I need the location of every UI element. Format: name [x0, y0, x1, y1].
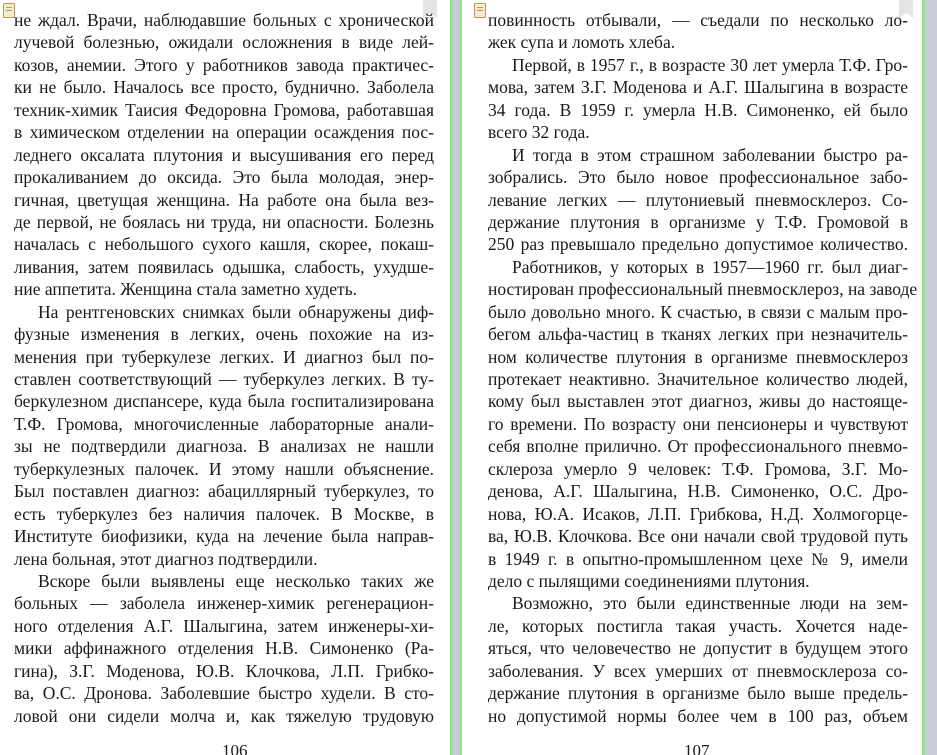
text-line: прокаливанием до оксида. Это была молодая, энер-	[14, 167, 434, 188]
text-line: И тогда в этом страшном заболевании быстро ра-	[512, 144, 908, 165]
text-line: себя вполне прилично. От профессионального пневмо-	[488, 436, 908, 457]
text-line: денова, А.Г. Шалыгина, Н.В. Симоненко, О.С. Дро-	[488, 481, 908, 502]
text-line: но допустимой нормы более чем в 100 раз, объем	[488, 705, 908, 726]
text-line: ва, О.С. Дронова. Заболевшие быстро худели. В сто-	[14, 683, 434, 704]
text-line: Т.Ф. Громова, многочисленные лабораторные анали-	[14, 413, 434, 434]
text-line: кому был выставлен этот диагноз, живы до настояще-	[488, 391, 908, 412]
text-line: Институте биофизики, куда на лечение была направ-	[14, 526, 434, 547]
text-line: жек супа и ломоть хлеба.	[488, 32, 676, 53]
text-line: заболевания. У всех умерших от пневмосклероза со-	[488, 660, 908, 681]
page-number: 106	[222, 741, 248, 755]
text-line: Вскоре были выявлены еще несколько таких же	[38, 570, 434, 591]
text-line: гина), З.Г. Моденова, Ю.В. Клочкова, Л.П. Грибко-	[14, 660, 434, 681]
text-line: ва, Ю.В. Клочкова. Все они начали свой трудовой путь	[488, 526, 908, 547]
text-line: в химическом отделении на операции осаждения пос-	[14, 122, 434, 143]
text-line: туберкулезных палочек. И этому нашли объяснение.	[14, 458, 434, 479]
text-line: больных — заболела инженер-химик регенерацион-	[14, 593, 434, 614]
text-line: ливания, затем появилась одышка, слабость, ухудше-	[14, 256, 434, 277]
text-line: нова, Ю.А. Исаков, Л.П. Грибкова, Н.Д. Холмогорце-	[488, 503, 908, 524]
text-line: ле, которых постигла такая участь. Хочется наде-	[488, 615, 908, 636]
text-line: ставлен соответствующий — туберкулез легких. В ту-	[14, 369, 434, 389]
text-line: фузные изменения в легких, очень похожие на из-	[14, 324, 434, 345]
text-line: протекает неактивно. Значительное количество людей,	[488, 369, 908, 389]
text-line: ном количестве плутония в организме пневмосклероз	[488, 346, 908, 367]
text-line: ловой они сидели молча и, как тяжелую трудовую	[14, 705, 434, 726]
page-number: 107	[684, 741, 710, 755]
text-line: менения при туберкулезе легких. И диагноз был по-	[14, 346, 434, 367]
text-line: леднего оксалата плутония и высушивания его перед	[14, 144, 434, 165]
text-line: держание плутония в организме было выше предель-	[488, 683, 908, 704]
text-line: ние аппетита. Женщина стала заметно худеть.	[14, 279, 358, 300]
text-line: го времени. По возрасту они пенсионеры и чувствуют	[488, 413, 908, 434]
page-right	[462, 0, 923, 755]
text-line: дело с пылящими соединениями плутония.	[488, 570, 810, 591]
text-line: началась с небольшого сухого кашля, скорее, покаш-	[14, 234, 434, 255]
page-text	[488, 9, 918, 727]
text-line: было довольно много. К счастью, в связи с малым про-	[488, 301, 908, 322]
text-line: ки не было. Началось все просто, буднично. Заболела	[14, 77, 434, 98]
text-line: гичная, цветущая женщина. На работе она была вез-	[14, 189, 434, 210]
text-line: Первой, в 1957 г., в возрасте 30 лет умерла Т.Ф. Гро-	[512, 54, 908, 75]
page-text	[14, 9, 434, 727]
text-line: левание легких — плутониевый пневмосклероз. Со-	[488, 189, 908, 210]
text-line: бегом альфа-частиц в тканях легких при незначитель-	[488, 324, 908, 345]
text-line: мики аффинажного отделения Н.В. Симоненко (Ра-	[14, 638, 434, 659]
text-line: Возможно, это были единственные люди на зем-	[512, 593, 908, 614]
text-line: На рентгеновских снимках были обнаружены диф-	[38, 301, 434, 322]
text-line: Был поставлен диагноз: абациллярный туберкулез, то	[14, 481, 434, 502]
text-line: в 1949 г. в опытно-промышленном цехе № 9, имели	[488, 548, 908, 569]
text-line: повинность отбывали, — съедали по несколько ло-	[488, 10, 908, 30]
text-line: ностирован профессиональный пневмосклероз, на заводе	[488, 279, 918, 300]
text-line: лена больная, этот диагноз подтвердили.	[14, 548, 318, 569]
text-line: беркулезном диспансере, куда была госпитализирована	[14, 391, 434, 412]
note-icon[interactable]	[474, 3, 486, 18]
text-line: ного отделения А.Г. Шалыгина, затем инженеры-хи-	[14, 615, 434, 636]
text-line: склероза умерло 9 человек: Т.Ф. Громова, З.Г. Мо-	[488, 458, 908, 479]
text-line: де первой, не боялась ни труда, ни опасности. Болезнь	[14, 211, 434, 232]
text-line: зы не подтвердили диагноза. В анализах не нашли	[14, 436, 434, 457]
page-gutter	[453, 0, 460, 755]
text-line: не ждал. Врачи, наблюдавшие больных с хронической	[14, 10, 434, 30]
text-line: всего 32 года.	[488, 122, 590, 143]
text-line: 250 раз превышало предельно допустимое количество.	[488, 234, 908, 255]
text-line: лучевой болезнью, ожидали осложнения в виде лей-	[14, 32, 434, 53]
scrollbar[interactable]	[925, 0, 937, 755]
text-line: техник-химик Таисия Федоровна Громова, работавшая	[14, 99, 434, 120]
text-line: мова, затем З.Г. Моденова и А.Г. Шалыгина в возрасте	[488, 77, 908, 98]
text-line: яться, что человечество не допустит в будущем этого	[488, 638, 908, 659]
text-line: зобрались. Это было новое профессиональное забо-	[488, 167, 908, 188]
text-line: есть туберкулез без наличия палочек. В Москве, в	[14, 503, 434, 524]
page-left	[0, 0, 451, 755]
text-line: Работников, у которых в 1957—1960 гг. был диаг-	[512, 256, 908, 277]
text-line: 34 года. В 1959 г. умерла Н.В. Симоненко, ей было	[488, 99, 908, 120]
text-line: держание плутония в организме у Т.Ф. Громовой в	[488, 211, 908, 232]
text-line: козов, анемии. Этого у работников завода практичес-	[14, 54, 434, 75]
